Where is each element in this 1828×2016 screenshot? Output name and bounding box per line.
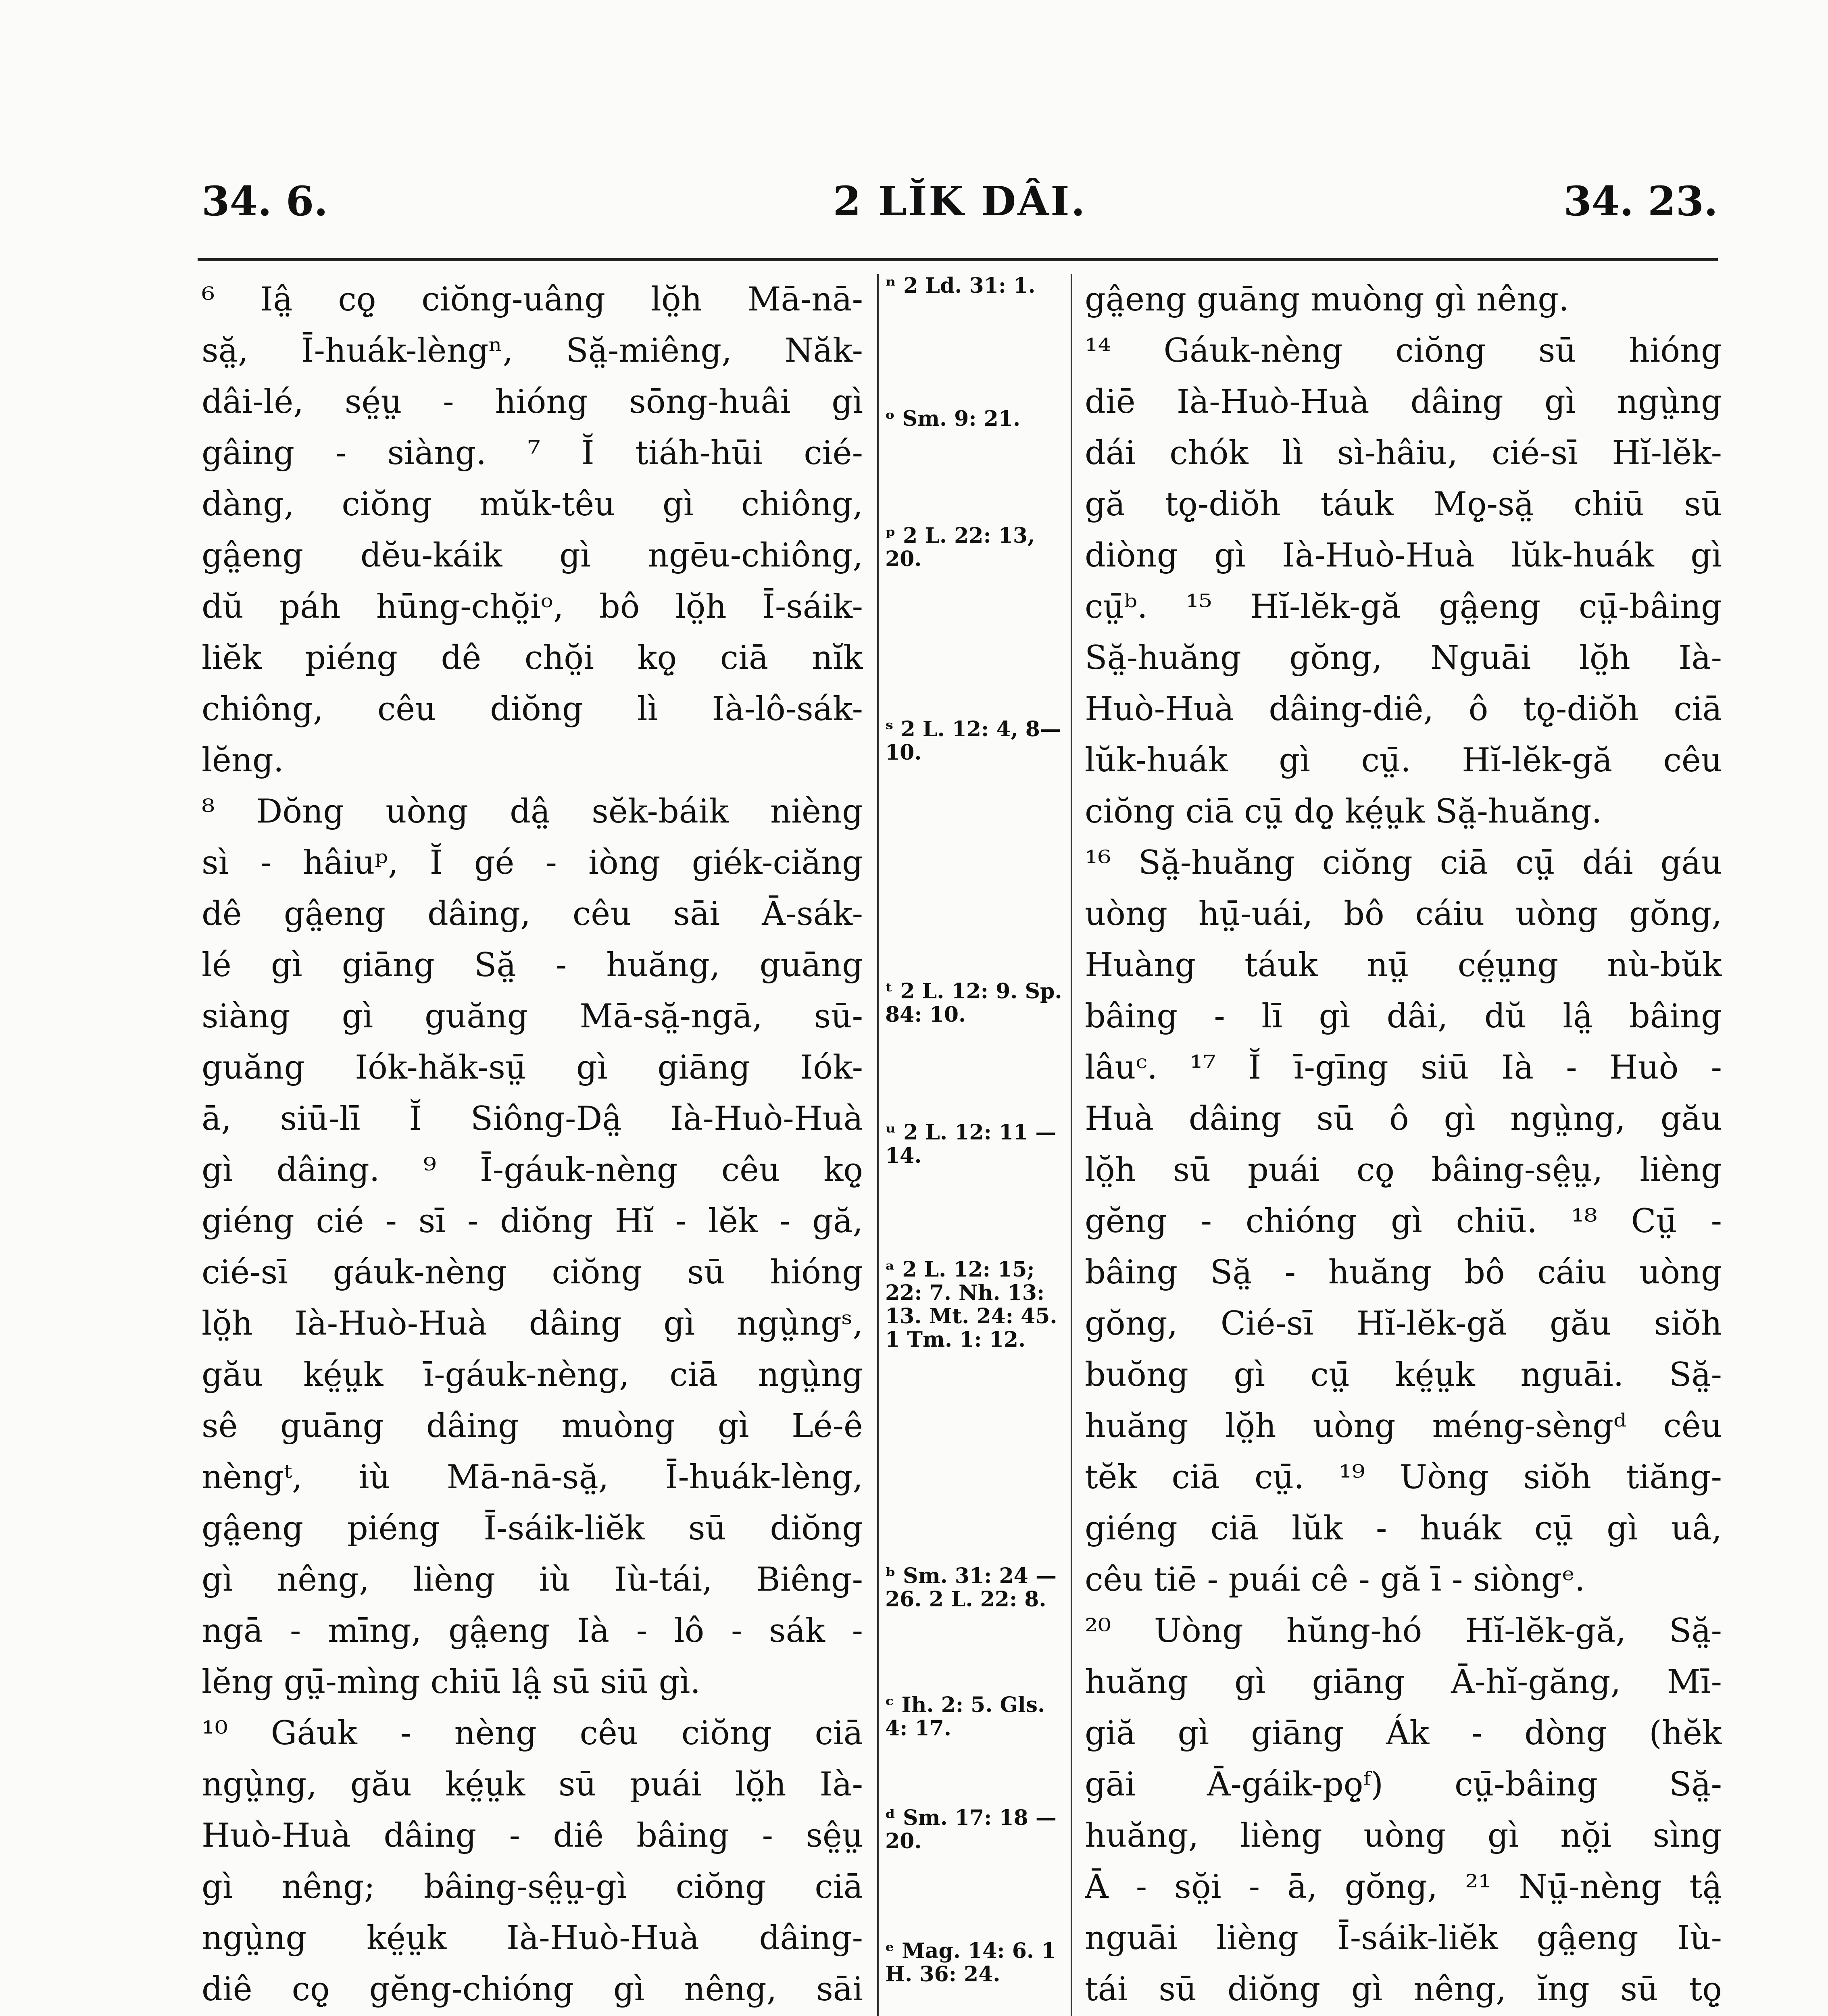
column-divider-right (1071, 274, 1072, 2016)
text-line: dŭ páh hūng-chŏ̤iᵒ, bô lŏ̤h Ī-sáik- (202, 588, 863, 626)
text-line: tái sū diŏng gì nêng, ĭng sū tǫ̤ (1085, 1970, 1722, 2008)
cross-reference-note: ˢ 2 L. 12: 4, 8—10. (885, 717, 1061, 765)
text-line: buŏng gì cṳ̄ ké̤ṳk nguāi. Să̤- (1085, 1356, 1722, 1394)
text-line: gì nêng; bâing-sê̤ṳ-gì ciŏng ciā (202, 1868, 863, 1906)
text-line: gâ̤eng piéng Ī-sáik-liĕk sū diŏng (202, 1510, 863, 1547)
text-line: huăng gì giāng Ā-hĭ-găng, Mī- (1085, 1663, 1722, 1701)
text-line: lĕng. (202, 741, 284, 779)
text-line: giă gì giāng Ák - dòng (hĕk (1085, 1714, 1722, 1752)
text-line: ngṳ̀ng ké̤ṳk Ià-Huò-Huà dâing- (202, 1919, 863, 1957)
text-line: Să̤-huăng gŏng, Nguāi lŏ̤h Ià- (1085, 639, 1722, 677)
text-line: gāi Ā-gáik-pǫ̤ᶠ) cṳ̄-bâing Să̤- (1085, 1766, 1722, 1804)
text-line: diê cǫ̤ gĕng-chióng gì nêng, sāi (202, 1970, 863, 2008)
text-line: giéng cié - sī - diŏng Hĭ - lĕk - gă, (202, 1202, 863, 1240)
text-line: ¹⁰ Gáuk - nèng cêu ciŏng ciā (202, 1714, 863, 1752)
text-line: cṳ̄ᵇ. ¹⁵ Hĭ-lĕk-gă gâ̤eng cṳ̄-bâing (1085, 588, 1722, 626)
text-line: bâing Să̤ - huăng bô cáiu uòng (1085, 1254, 1722, 1291)
cross-reference-note: ᵗ 2 L. 12: 9. Sp. 84: 10. (885, 979, 1062, 1027)
text-line: sê guāng dâing muòng gì Lé-ê (202, 1407, 863, 1445)
text-line: diē Ià-Huò-Huà dâing gì ngṳ̀ng (1085, 383, 1722, 421)
text-line: dàng, ciŏng mŭk-têu gì chiông, (202, 485, 863, 523)
text-line: gŏng, Cié-sī Hĭ-lĕk-gă gău siŏh (1085, 1305, 1722, 1343)
text-line: să̤, Ī-huák-lèngⁿ, Să̤-miêng, Năk- (202, 332, 863, 370)
text-line: ciŏng ciā cṳ̄ dǫ̤ ké̤ṳk Să̤-huăng. (1085, 793, 1602, 831)
text-line: giéng ciā lŭk - huák cṳ̄ gì uâ, (1085, 1510, 1722, 1547)
cross-reference-note: ᵖ 2 L. 22: 13, 20. (885, 523, 1035, 571)
text-line: dâi-lé, sé̤ṳ - hióng sōng-huâi gì (202, 383, 863, 421)
text-line: Huò-Huà dâing - diê bâing - sê̤ṳ (202, 1817, 863, 1855)
text-line: Huà dâing sū ô gì ngṳ̀ng, gău (1085, 1100, 1722, 1138)
left-text-column (202, 274, 863, 2016)
text-line: lĕng gṳ̄-mìng chiū lâ̤ sū siū gì. (202, 1663, 701, 1701)
text-line: cêu tiē - puái cê - gă ī - siòngᵉ. (1085, 1561, 1585, 1599)
text-line: lŏ̤h Ià-Huò-Huà dâing gì ngṳ̀ngˢ, (202, 1305, 863, 1343)
text-line: ā, siū-lī Ĭ Siông-Dâ̤ Ià-Huò-Huà (202, 1100, 863, 1138)
text-line: tĕk ciā cṳ̄. ¹⁹ Uòng siŏh tiăng- (1085, 1458, 1722, 1496)
text-line: gâ̤eng guāng muòng gì nêng. (1085, 281, 1569, 319)
text-line: huăng, lièng uòng gì nŏ̤i sìng (1085, 1817, 1722, 1855)
text-line: liĕk piéng dê chŏ̤i kǫ̤ ciā nĭk (202, 639, 863, 677)
cross-reference-note: ᵈ Sm. 17: 18 —20. (885, 1806, 1057, 1854)
text-line: nguāi lièng Ī-sáik-liĕk gâ̤eng Iù- (1085, 1919, 1722, 1957)
text-line: guăng Iók-hăk-sṳ̄ gì giāng Iók- (202, 1049, 863, 1087)
header-verse-start: 34. 6. (202, 177, 328, 225)
text-line: ⁶ Iâ̤ cǫ̤ ciŏng-uâng lŏ̤h Mā-nā- (202, 281, 863, 319)
text-line: gău ké̤ṳk ī-gáuk-nèng, ciā ngṳ̀ng (202, 1356, 863, 1394)
text-line: huăng lŏ̤h uòng méng-sèngᵈ cêu (1085, 1407, 1722, 1445)
text-line: ngā - mīng, gâ̤eng Ià - lô - sák - (202, 1612, 863, 1650)
text-line: lé gì giāng Să̤ - huăng, guāng (202, 946, 863, 984)
text-line: gì nêng, lièng iù Iù-tái, Biêng- (202, 1561, 863, 1599)
cross-reference-note: ᵒ Sm. 9: 21. (885, 406, 1021, 431)
right-text-column (1085, 274, 1722, 2016)
cross-reference-note: ᵘ 2 L. 12: 11 —14. (885, 1120, 1057, 1168)
text-line: dái chók lì sì-hâiu, cié-sī Hĭ-lĕk- (1085, 434, 1722, 472)
text-line: gì dâing. ⁹ Ī-gáuk-nèng cêu kǫ̤ (202, 1151, 863, 1189)
header-rule (198, 258, 1718, 261)
text-line: cié-sī gáuk-nèng ciŏng sū hióng (202, 1254, 863, 1291)
text-line: gă tǫ̤-diŏh táuk Mǫ̤-să̤ chiū sū (1085, 485, 1722, 523)
text-line: ¹⁶ Să̤-huăng ciŏng ciā cṳ̄ dái gáu (1085, 844, 1722, 882)
cross-reference-note: ⁿ 2 Ld. 31: 1. (885, 273, 1036, 298)
cross-reference-note: ᶜ Ih. 2: 5. Gls. 4: 17. (885, 1693, 1045, 1741)
column-divider-left (877, 274, 879, 2016)
cross-reference-note: ᵉ Mag. 14: 6. 1 H. 36: 24. (885, 1939, 1056, 1987)
text-line: sì - hâiuᵖ, Ĭ gé - iòng giék-ciăng (202, 844, 863, 882)
text-line: gâ̤eng dĕu-káik gì ngēu-chiông, (202, 537, 863, 575)
cross-reference-column (885, 274, 1067, 2016)
text-line: nèngᵗ, iù Mā-nā-să̤, Ī-huák-lèng, (202, 1458, 863, 1496)
header-book-title: 2 LĬK DÂI. (833, 177, 1087, 225)
cross-reference-note: ᵃ 2 L. 12: 15; 22: 7. Nh. 13: 13. Mt. 24: 45. 1 Tm. 1: 12. (885, 1257, 1057, 1352)
text-line: Huàng táuk nṳ̄ cé̤ṳng nù-bŭk (1085, 946, 1722, 984)
running-header (202, 177, 1718, 226)
cross-reference-note: ᵇ Sm. 31: 24 —26. 2 L. 22: 8. (885, 1564, 1057, 1612)
text-line: gĕng - chióng gì chiū. ¹⁸ Cṳ̄ - (1085, 1202, 1722, 1240)
text-line: chiông, cêu diŏng lì Ià-lô-sák- (202, 690, 863, 728)
text-line: ²⁰ Uòng hŭng-hó Hĭ-lĕk-gă, Să̤- (1085, 1612, 1722, 1650)
text-line: siàng gì guăng Mā-să̤-ngā, sū- (202, 998, 863, 1035)
text-line: Ā - sŏ̤i - ā, gŏng, ²¹ Nṳ̄-nèng tâ̤ (1085, 1868, 1722, 1906)
text-line: gâing - siàng. ⁷ Ĭ tiáh-hūi cié- (202, 434, 863, 472)
text-line: dê gâ̤eng dâing, cêu sāi Ā-sák- (202, 895, 863, 933)
text-line: ⁸ Dŏng uòng dâ̤ sĕk-báik nièng (202, 793, 863, 831)
text-line: lŏ̤h sū puái cǫ̤ bâing-sê̤ṳ, lièng (1085, 1151, 1722, 1189)
text-line: bâing - lī gì dâi, dŭ lâ̤ bâing (1085, 998, 1722, 1035)
header-verse-end: 34. 23. (1563, 177, 1718, 225)
text-line: diòng gì Ià-Huò-Huà lŭk-huák gì (1085, 537, 1722, 575)
text-line: lŭk-huák gì cṳ̄. Hĭ-lĕk-gă cêu (1085, 741, 1722, 779)
text-line: uòng hṳ̄-uái, bô cáiu uòng gŏng, (1085, 895, 1722, 933)
text-line: ¹⁴ Gáuk-nèng ciŏng sū hióng (1085, 332, 1722, 370)
text-line: ngṳ̀ng, gău ké̤ṳk sū puái lŏ̤h Ià- (202, 1766, 863, 1804)
text-line: Huò-Huà dâing-diê, ô tǫ̤-diŏh ciā (1085, 690, 1722, 728)
text-line: lâuᶜ. ¹⁷ Ĭ ī-gīng siū Ià - Huò - (1085, 1049, 1722, 1087)
